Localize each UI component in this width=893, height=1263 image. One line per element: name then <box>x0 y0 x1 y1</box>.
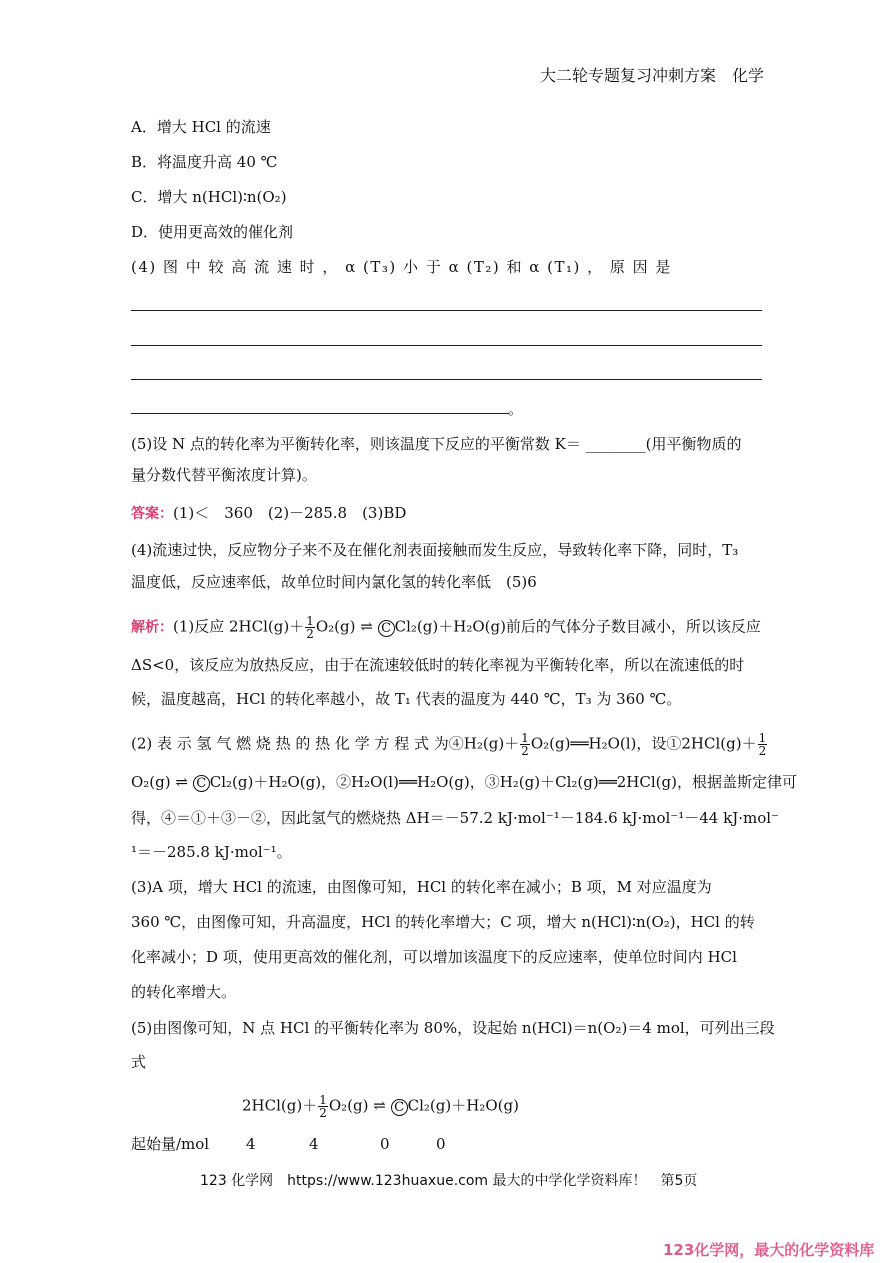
answer-line-2 <box>131 345 762 346</box>
initial-value-cl2: 0 <box>380 1135 390 1153</box>
answer-line-2-text: (4)流速过快，反应物分子来不及在催化剂表面接触而发生反应，导致转化率下降，同时，T₃ <box>131 541 739 559</box>
analysis-p3-line-2: 360 ℃，由图像可知，升高温度，HCl 的转化率增大；C 项，增大 n(HCl)∶n(O₂)，HCl 的转 <box>131 913 755 931</box>
analysis-label: 解析： <box>131 619 173 636</box>
question-5-line-2: 量分数代替平衡浓度计算)。 <box>131 466 317 484</box>
option-c: C．增大 n(HCl)∶n(O₂) <box>131 188 287 206</box>
answer-line-4 <box>131 413 509 414</box>
question-4-end: 。 <box>508 400 524 418</box>
equilibrium-arrow-icon: ⇌ <box>175 773 188 791</box>
answer-line-3-text: 温度低，反应速率低，故单位时间内氯化氢的转化率低 (5)6 <box>131 573 537 591</box>
fraction-half: $\frac{1}{2}$ <box>521 731 529 758</box>
equation-line: 2HCl(g)＋ $\frac{1}{2}$ O₂(g) ⇌ C Cl₂(g)＋H₂O(g) <box>242 1093 519 1120</box>
analysis-p2-line-2: O₂(g) ⇌ C Cl₂(g)＋H₂O(g)，②H₂O(l)══H₂O(g)，③H₂(g)＋Cl₂(g)══2HCl(g)，根据盖斯定律可 <box>131 773 797 791</box>
page-header-title: 大二轮专题复习冲刺方案 化学 <box>540 66 765 85</box>
analysis-p2-line-1: (2) 表 示 氢 气 燃 烧 热 的 热 化 学 方 程 式 为④H₂(g)＋ $\frac{1}{2}$ O₂(g)══H₂O(l)，设①2HCl(g)＋ $\frac{1}{2}$ <box>131 731 767 758</box>
analysis-p1-line-2: ΔS<0，该反应为放热反应，由于在流速较低时的转化率视为平衡转化率，所以在流速低的时 <box>131 656 745 674</box>
analysis-p1-line-1: 解析：(1)反应 2HCl(g)＋ $\frac{1}{2}$ O₂(g) ⇌ C Cl₂(g)＋H₂O(g)前后的气体分子数目减小，所以该反应 <box>131 614 761 641</box>
option-a: A．增大 HCl 的流速 <box>131 118 271 136</box>
analysis-p5-line-2: 式 <box>131 1053 147 1071</box>
equilibrium-arrow-icon: ⇌ <box>373 1096 386 1115</box>
analysis-p3-line-4: 的转化率增大。 <box>131 983 237 1001</box>
analysis-p2-line-4: ¹＝－285.8 kJ·mol⁻¹。 <box>131 843 292 861</box>
question-4: (4) 图 中 较 高 流 速 时 ， α (T₃) 小 于 α (T₂) 和 α (T₁) ， 原 因 是 <box>131 258 672 276</box>
watermark: 123化学网，最大的化学资料库 <box>663 1241 875 1259</box>
option-b: B．将温度升高 40 ℃ <box>131 153 278 171</box>
circled-c-icon: C <box>193 775 210 792</box>
question-5-line-1: (5)设 N 点的转化率为平衡转化率，则该温度下反应的平衡常数 K＝ ________(用平衡物质的 <box>131 435 742 453</box>
page-footer: 123 化学网 https://www.123huaxue.com 最大的中学化学资料库！ 第5页 <box>200 1173 698 1189</box>
fraction-half: $\frac{1}{2}$ <box>758 731 767 758</box>
fraction-half: $\frac{1}{2}$ <box>319 1093 327 1120</box>
analysis-p3-line-1: (3)A 项，增大 HCl 的流速，由图像可知，HCl 的转化率在减小；B 项，M 对应温度为 <box>131 878 712 896</box>
analysis-p3-line-3: 化率减小；D 项，使用更高效的催化剂，可以增加该温度下的反应速率，使单位时间内 HCl <box>131 948 737 966</box>
answer-line-3 <box>131 379 762 380</box>
circled-c-icon: C <box>391 1099 408 1116</box>
initial-value-o2: 4 <box>309 1135 319 1153</box>
equilibrium-arrow-icon: ⇌ <box>360 617 373 636</box>
answer-label: 答案： <box>131 506 173 522</box>
circled-c-icon: C <box>378 620 395 637</box>
option-d: D．使用更高效的催化剂 <box>131 223 294 241</box>
initial-value-h2o: 0 <box>436 1135 446 1153</box>
answer-line-1 <box>131 310 762 311</box>
initial-value-hcl: 4 <box>246 1135 256 1153</box>
analysis-p2-line-3: 得，④＝①＋③－②，因此氢气的燃烧热 ΔH＝－57.2 kJ·mol⁻¹－184.6 kJ·mol⁻¹－44 kJ·mol⁻ <box>131 809 779 827</box>
analysis-p1-line-3: 候，温度越高，HCl 的转化率越小，故 T₁ 代表的温度为 440 ℃，T₃ 为 360 ℃。 <box>131 690 682 708</box>
analysis-p5-line-1: (5)由图像可知，N 点 HCl 的平衡转化率为 80%，设起始 n(HCl)＝n(O₂)＝4 mol，可列出三段 <box>131 1019 775 1037</box>
fraction-half: $\frac{1}{2}$ <box>306 614 314 641</box>
answer-line-1-text: 答案：(1)＜ 360 (2)－285.8 (3)BD <box>131 504 407 522</box>
initial-amount-label: 起始量/mol <box>131 1135 210 1153</box>
